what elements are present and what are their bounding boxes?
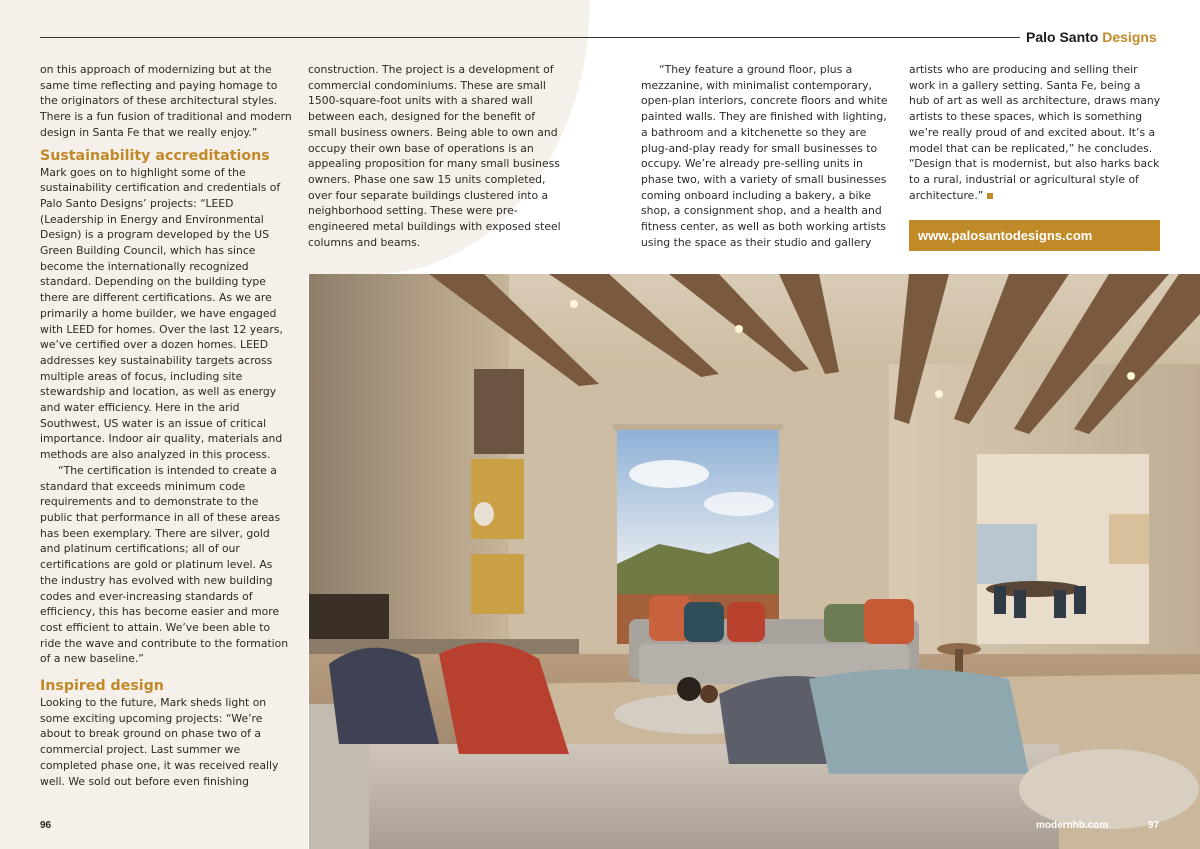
paragraph: “The certification is intended to create a standard that exceeds minimum code requirements and to demonstrate to the public that performance in all of these areas has been exemplary. There are silver, gold and platinum certifications; all of our certifications are gold or platinum level. As the industry has evolved with new building codes and ever-increasing standards of efficiency, this has become easier and more cost efficient to attain. We’ve been able to ride the wave and contribute to the formation of a new baseline.”: [40, 463, 289, 666]
brand-name: Palo Santo: [1026, 29, 1099, 45]
brand-name-accent: Designs: [1102, 29, 1157, 45]
header-rule: [40, 37, 1020, 38]
paragraph: “They feature a ground floor, plus a mezzanine, with minimalist contemporary, open-plan interiors, concrete floors and white painted walls. They are finished with lighting, a bathroom and a kitchenette so they are plug-and-play ready for small businesses to occupy. We’re already pre-selling units in phase two, with a variety of small businesses coming onboard including a bakery, a bike shop, a consignment shop, and a health and fitness center, as well as both working artists using the space as their studio and gallery: [641, 63, 888, 249]
end-mark-icon: [987, 193, 993, 199]
article-column-1: [40, 62, 292, 789]
article-column-3: [641, 62, 889, 250]
paragraph-text: artists who are producing and selling their work in a gallery setting. Santa Fe, being a hub of art as well as architecture, draws many artists to these spaces, which is something we’re really proud of and excited about. It’s a model that can be replicated,” he concludes. “Design that is modernist, but also harks back to a rural, industrial or agricultural style of architecture.”: [909, 63, 1161, 202]
page-number-right: 97: [1148, 820, 1160, 831]
paragraph: Mark goes on to highlight some of the sustainability certification and credentials of Palo Santo Designs’ projects: “LEED (Leadership in Energy and Environmental Design) is a program developed by the US Green Building Council, which has since become the internationally recognized standard. Depending on the building type there are different certifications. As we are primarily a home builder, we have engaged with LEED for homes. Over the last 12 years, we’ve certified over a dozen homes. LEED addresses key sustainability targets across multiple areas of focus, including site stewardship and location, as well as energy and water efficiency. Here in the arid Southwest, US water is an issue of critical importance. Indoor air quality, materials and methods are also analyzed in this process.: [40, 165, 283, 462]
section-heading-sustainability: Sustainability accreditations: [40, 147, 270, 164]
section-heading-inspired-design: Inspired design: [40, 678, 164, 695]
page-number-left: 96: [40, 820, 52, 831]
footer-website: modernhb.com: [1036, 820, 1109, 831]
paragraph: construction. The project is a development of commercial condominiums. These are small 1500-square-foot units with a shared wall between each, designed for the benefit of small business owners. Being able to own and occupy their own base of operations is an appealing proposition for many small business owners. Phase one saw 15 units completed, over four separate buildings clustered into a neighborhood setting. These were pre-engineered metal buildings with exposed steel columns and beams.: [308, 63, 561, 249]
paragraph: [909, 62, 1161, 203]
interior-photo: [309, 274, 1200, 849]
brand-logo: [1026, 29, 1157, 45]
paragraph: Looking to the future, Mark sheds light on some exciting upcoming projects: “We’re about to break ground on phase two of a commercial project. Last summer we completed phase one, it was received really well. We sold out before even finishing: [40, 696, 279, 788]
article-column-4: [909, 62, 1161, 203]
article-column-2: [308, 62, 562, 250]
website-link[interactable]: www.palosantodesigns.com: [909, 220, 1160, 251]
paragraph: on this approach of modernizing but at the same time reflecting and paying homage to the originators of these architectural styles. There is a fun fusion of traditional and modern design in Santa Fe that we really enjoy.”: [40, 63, 292, 139]
